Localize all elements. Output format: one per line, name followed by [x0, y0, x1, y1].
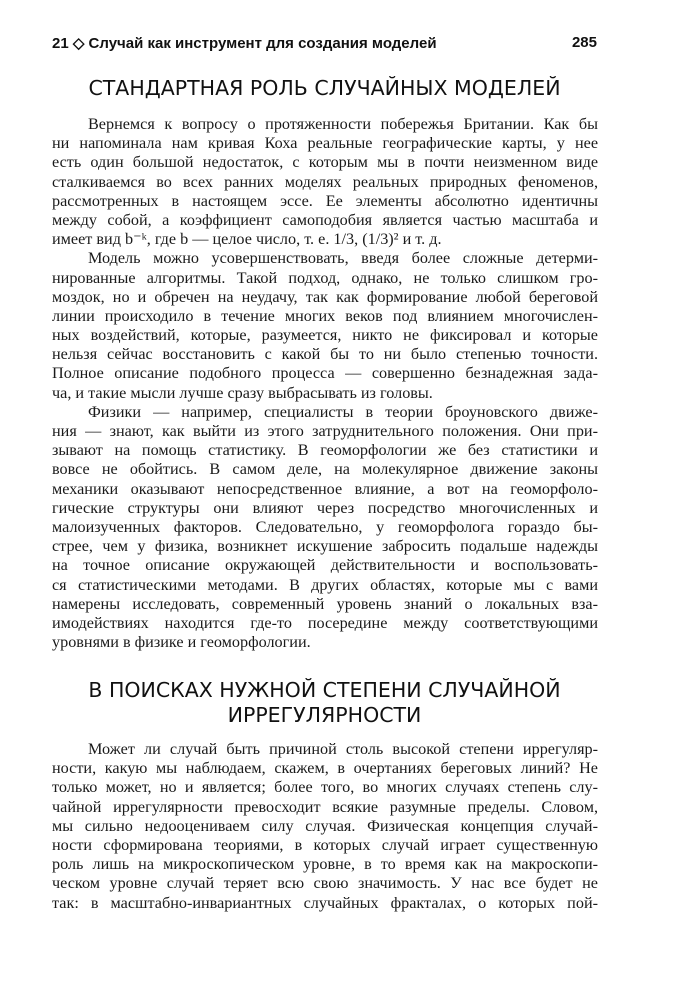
text-line: только может, но и является; более того, во многих случаях степень слу-: [52, 778, 598, 797]
text-line: гические структуры они влияют через посредство многочисленных и: [52, 498, 598, 517]
section-heading: [52, 678, 597, 728]
text-line: ческом уровне случай теряет всю свою значимость. У нас все будет не: [52, 874, 598, 893]
text-line: вовсе не обойтись. В самом деле, на молекулярное движение законы: [52, 460, 598, 479]
text-line: Полное описание подобного процесса — совершенно безнадежная зада-: [52, 364, 598, 383]
text-line: ности сформирована теориями, в которых случай играет существенную: [52, 835, 598, 854]
text-line: имеет вид b⁻ᵏ, где b — целое число, т. е. 1/3, (1/3)² и т. д.: [52, 230, 442, 249]
running-header: [52, 34, 597, 56]
text-line: ся статистическими методами. В других областях, которые мы с вами: [52, 575, 598, 594]
heading-line: ИРРЕГУЛЯРНОСТИ: [227, 703, 422, 727]
text-line: механики оказывают непосредственное влияние, а вот на геоморфоло-: [52, 479, 598, 498]
text-line: Может ли случай быть причиной столь высокой степени иррегуляр-: [88, 740, 598, 758]
text-line: на точное описание окружающей действительности и воспользовать-: [52, 556, 598, 575]
text-line: чайной иррегулярности превосходит всякие разумные пределы. Словом,: [52, 797, 598, 816]
text-line: ности, какую мы наблюдаем, скажем, в очертаниях береговых линий? Не: [52, 759, 598, 778]
text-line: роль лишь на микроскопическом уровне, в то время как на макроскопи-: [52, 855, 598, 874]
text-line: ния — знают, как выйти из этого затруднительного положения. Они при-: [52, 422, 598, 440]
text-line: ча, и такие мысли лучше сразу выбрасывать из головы.: [52, 383, 433, 402]
heading-line: В ПОИСКАХ НУЖНОЙ СТЕПЕНИ СЛУЧАЙНОЙ: [88, 678, 561, 702]
text-line: ни напоминала нам кривая Коха реальные географические карты, у нее: [52, 134, 598, 153]
text-line: зывают на помощь статистику. В геоморфологии же без статистики и: [52, 441, 598, 460]
text-line: нированные алгоритмы. Такой подход, однако, не только слишком гро-: [52, 268, 598, 287]
text-line: имодействиях находится где-то посередине между соответствующими: [52, 613, 598, 632]
text-line: нельзя сейчас восстановить с какой бы то ни было степенью точности.: [52, 345, 598, 364]
text-line: уровнями в физике и геоморфологии.: [52, 633, 311, 652]
text-line: сталкиваемся во всех ранних моделях реальных природных феноменов,: [52, 172, 598, 191]
text-line: Вернемся к вопросу о протяженности побережья Британии. Как бы: [88, 115, 598, 133]
text-line: намерены исследовать, современный уровень знаний о локальных вза-: [52, 594, 598, 613]
section-body: [52, 115, 598, 652]
text-line: между собой, а коэффициент самоподобия является частью масштаба и: [52, 210, 598, 229]
text-line: ных воздействий, которые, разумеется, никто не фиксировал и которые: [52, 326, 598, 345]
text-line: моздок, но и обречен на неудачу, так как формирование любой береговой: [52, 287, 598, 306]
text-line: Физики — например, специалисты в теории броуновского движе-: [88, 402, 598, 421]
text-line: малоизученных факторов. Следовательно, у геоморфолога гораздо бы-: [52, 517, 598, 536]
text-line: есть один большой недостаток, с которым мы в почти неизменном виде: [52, 153, 598, 172]
section-body: [52, 740, 598, 913]
text-line: Модель можно усовершенствовать, введя более сложные детерми-: [88, 249, 598, 268]
text-line: линии происходило в течение многих веков под влиянием многочислен-: [52, 306, 598, 325]
text-line: так: в масштабно-инвариантных случайных фракталах, о которых пой-: [52, 893, 598, 912]
text-line: стрее, чем у физика, возникнет искушение забросить подальше надежды: [52, 537, 598, 556]
section-heading: СТАНДАРТНАЯ РОЛЬ СЛУЧАЙНЫХ МОДЕЛЕЙ: [88, 76, 561, 100]
page-number: 285: [571, 34, 597, 51]
text-line: рассмотренных в настоящем эссе. Ее элементы абсолютно идентичны: [52, 191, 598, 210]
chapter-title: 21 ◇ Случай как инструмент для создания моделей: [52, 35, 437, 52]
text-line: мы сильно недооцениваем силу случая. Физическая концепция случай-: [52, 816, 598, 835]
